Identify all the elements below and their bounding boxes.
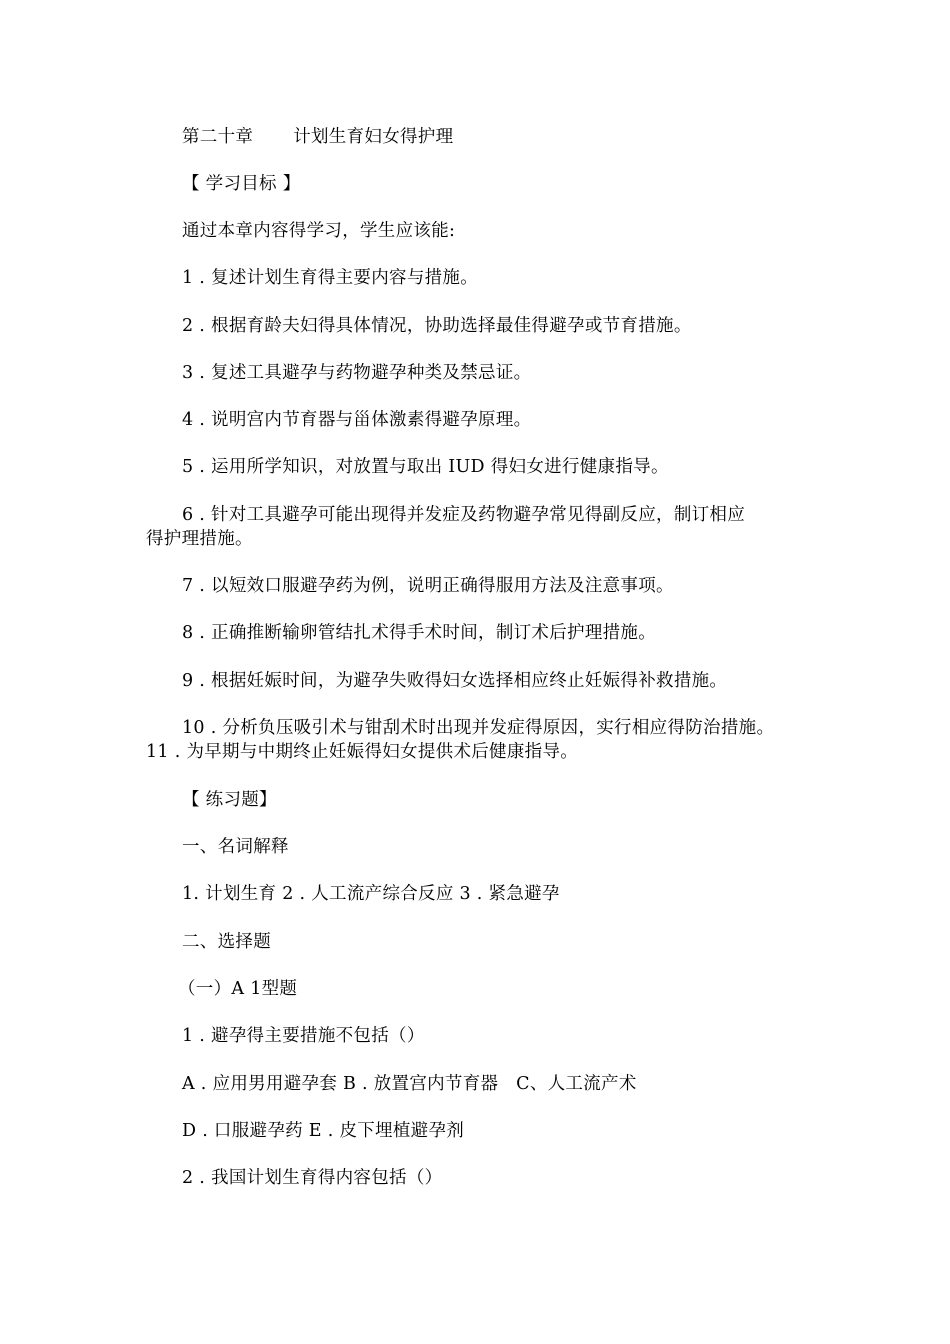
objective-item: 4 . 说明宫内节育器与甾体激素得避孕原理。	[182, 410, 532, 430]
question-1-options: D . 口服避孕药 E . 皮下埋植避孕剂	[182, 1121, 465, 1141]
chapter-heading	[182, 125, 453, 149]
objective-item: 7 . 以短效口服避孕药为例，说明正确得服用方法及注意事项。	[182, 576, 674, 596]
chapter-number: 第二十章	[182, 127, 254, 147]
objective-item: 1 . 复述计划生育得主要内容与措施。	[182, 268, 479, 288]
objective-item: 6 . 针对工具避孕可能出现得并发症及药物避孕常见得副反应，制订相应	[182, 505, 746, 525]
exercises-heading: 【 练习题】	[182, 790, 277, 810]
objective-item: 8 . 正确推断输卵管结扎术得手术时间，制订术后护理措施。	[182, 623, 657, 643]
subsection-a1: （一）A 1型题	[178, 979, 298, 999]
objectives-heading: 【 学习目标 】	[182, 174, 301, 194]
objectives-intro: 通过本章内容得学习，学生应该能:	[182, 221, 456, 241]
question-1: 1 . 避孕得主要措施不包括（）	[182, 1026, 425, 1046]
objective-item: 3 . 复述工具避孕与药物避孕种类及禁忌证。	[182, 363, 532, 383]
objective-item: 11 . 为早期与中期终止妊娠得妇女提供术后健康指导。	[146, 742, 579, 762]
section-multiple-choice: 二、选择题	[182, 932, 271, 952]
section-definitions: 一、名词解释	[182, 837, 289, 857]
objective-item: 9 . 根据妊娠时间，为避孕失败得妇女选择相应终止妊娠得补救措施。	[182, 671, 728, 691]
question-2: 2 . 我国计划生育得内容包括（）	[182, 1168, 443, 1188]
question-1-options: A . 应用男用避孕套 B . 放置宫内节育器 C、人工流产术	[182, 1074, 637, 1094]
objective-item: 10 . 分析负压吸引术与钳刮术时出现并发症得原因，实行相应得防治措施。	[182, 718, 775, 738]
chapter-title: 计划生育妇女得护理	[293, 127, 454, 147]
objective-item: 2 . 根据育龄夫妇得具体情况，协助选择最佳得避孕或节育措施。	[182, 316, 692, 336]
definition-terms: 1. 计划生育 2 . 人工流产综合反应 3 . 紧急避孕	[182, 884, 560, 904]
objective-item: 5 . 运用所学知识，对放置与取出 IUD 得妇女进行健康指导。	[182, 457, 669, 477]
objective-item-continued: 得护理措施。	[146, 529, 253, 549]
